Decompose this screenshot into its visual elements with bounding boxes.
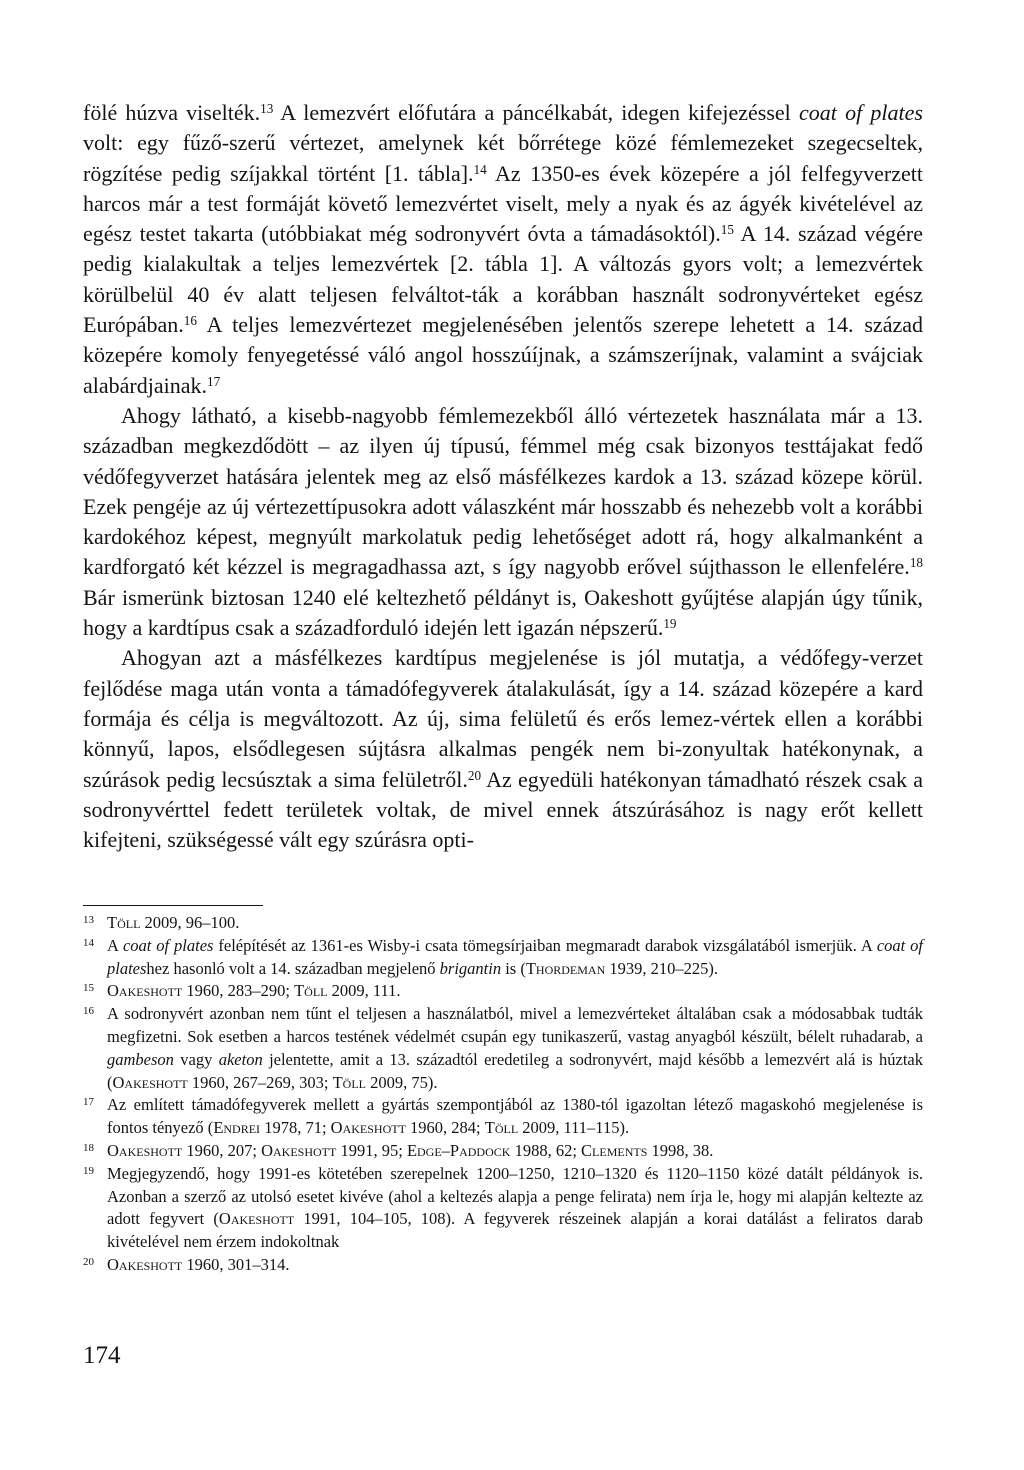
- footnote-13: 13 Töll 2009, 96–100.: [83, 913, 240, 932]
- paragraph-2: Ahogy látható, a kisebb-nagyobb fémlemezekből álló vértezetek használata már a 13. században megkezdődött – az ilyen új típusú, fémmel még csak bizonyos testtájakat fedő védőfegyverzet hatására jelentek meg az első másfélkezes kardok a 13. század közepe körül. Ezek pengéje az új vértezettípusokra adott válaszként már hosszabb és nehezebb volt a korábbi kardokéhoz képest, megnyúlt markolatuk pedig lehetőséget adott rá, hogy alkalmanként a kardforgató két kézzel is megragadhassa azt, s így nagyobb erővel sújthasson le ellenfelére.$^{18}$ Bár ismerünk biztosan 1240 elé keltezhető példányt is, Oakeshott gyűjtése alapján úgy tűnik, hogy a kardtípus csak a századforduló idején lett igazán népszerű.$^{19}$: [83, 402, 923, 641]
- footnote-number: 20: [83, 1255, 94, 1268]
- footnote-20: 20 Oakeshott 1960, 301–314.: [83, 1254, 290, 1274]
- footnotes: [83, 912, 923, 1277]
- footnote-16: 16 A sodronyvért azonban nem tűnt el teljesen a használatból, mivel a lemezvérteket általában csak a módosabbak tudták megfizetni. Sok esetben a harcos testének védelmét csupán egy tunikaszerű, vastag anyagból készült, bélelt ruhadarab, a gambeson vagy aketon jelentette, amit a 13. századtól eredetileg a sodronyvért, majd később a lemezvért alá is húztak (Oakeshott 1960, 267–269, 303; Töll 2009, 75).: [83, 1004, 923, 1092]
- footnote-number: 19: [83, 1164, 94, 1177]
- footnote-number: 18: [83, 1141, 94, 1154]
- footnote-ref-15[interactable]: 15: [720, 221, 734, 237]
- footnote-ref-14[interactable]: 14: [473, 161, 487, 177]
- footnote-ref-20[interactable]: 20: [467, 767, 482, 783]
- footnote-19: 19 Megjegyzendő, hogy 1991-es kötetében szerepelnek 1200–1250, 1210–1320 és 1120–1150 közé datált példányok is. Azonban a szerző az utolsó esetet kivéve (ahol a keltezés alapja a penge felirata) nem írja le, hogy mi alapján keltezte az adott fegyvert (Oakeshott 1991, 104–105, 108). A fegyverek részeinek alapján a korai datálást a feliratos darab kivételével nem érzem indokoltnak: [83, 1163, 923, 1252]
- paragraph-1: fölé húzva viselték.$^{13}$ A lemezvért előfutára a páncélkabát, idegen kifejezéssel coat of plates volt: egy fűző-szerű vértezet, amelynek két bőrrétege közé fémlemezeket szegecseltek, rögzítése pedig szíjakkal történt [1. tábla].$^{14}$ Az 1350-es évek közepére a jól felfegyverzett harcos már a test formáját követő lemezvértet viselt, mely a nyak és az ágyék kivételével az egész testet takarta (utóbbiakat még sodronyvért óvta a támadásoktól).$^{15}$ A 14. század végére pedig kialakultak a teljes lemezvértek [2. tábla 1]. A változás gyors volt; a lemezvértek körülbelül 40 év alatt teljesen felváltot-ták a korábban használt sodronyvérteket egész Európában.$^{16}$ A teljes lemezvértezet megjelenésében jelentős szerepe lehetett a 14. század közepére komoly fenyegetéssé váló angol hosszúíjnak, a számszeríjnak, valamint a svájciak alabárdjainak.$^{17}$: [83, 100, 924, 398]
- term-coat-of-plates: coat of plates: [799, 100, 923, 125]
- footnote-number: 15: [83, 982, 94, 995]
- footnote-17: 17 Az említett támadófegyverek mellett a gyártás szempontjából az 1380-tól igazoltan létező magaskohó megjelenése is fontos tényező (Endrei 1978, 71; Oakeshott 1960, 284; Töll 2009, 111–115).: [83, 1095, 923, 1138]
- paragraph-3: Ahogyan azt a másfélkezes kardtípus megjelenése is jól mutatja, a védőfegy-verzet fejlődése maga után vonta a támadófegyverek átalakulását, így a 14. század közepére a kard formája és célja is megváltozott. Az új, sima felületű és erős lemez-vértek ellen a korábbi könnyű, lapos, elsődlegesen sújtásra alkalmas pengék nem bi-zonyultak hatékonynak, a szúrások pedig lecsúsztak a sima felületről.$^{20}$ Az egyedüli hatékonyan támadható részek csak a sodronyvérttel fedett területek voltak, de mivel ennek átszúrásához is nagy erőt kellett kifejteni, szükségessé vált egy szúrásra opti-: [83, 645, 923, 853]
- footnote-ref-18[interactable]: 18: [909, 555, 923, 571]
- footnote-18: 18 Oakeshott 1960, 207; Oakeshott 1991, 95; Edge–Paddock 1988, 62; Clements 1998, 38.: [83, 1140, 714, 1160]
- footnote-number: 17: [83, 1096, 94, 1109]
- footnote-14: 14 A coat of plates felépítését az 1361-es Wisby-i csata tömegsírjaiban megmaradt darabok vizsgálatából ismerjük. A coat of plateshez hasonló volt a 14. században megjelenő brigantin is (Thordeman 1939, 210–225).: [83, 935, 923, 978]
- footnote-ref-17[interactable]: 17: [207, 373, 221, 389]
- page-number: 174: [83, 1342, 121, 1369]
- main-text: [83, 98, 923, 855]
- footnote-ref-16[interactable]: 16: [183, 312, 197, 328]
- footnote-15: 15 Oakeshott 1960, 283–290; Töll 2009, 111.: [83, 981, 401, 1001]
- footnote-separator: [83, 905, 263, 906]
- footnote-number: 14: [83, 936, 94, 949]
- footnote-ref-13[interactable]: 13: [260, 100, 274, 116]
- footnote-ref-19[interactable]: 19: [663, 615, 677, 631]
- footnote-number: 16: [83, 1005, 94, 1018]
- footnote-number: 13: [83, 914, 94, 926]
